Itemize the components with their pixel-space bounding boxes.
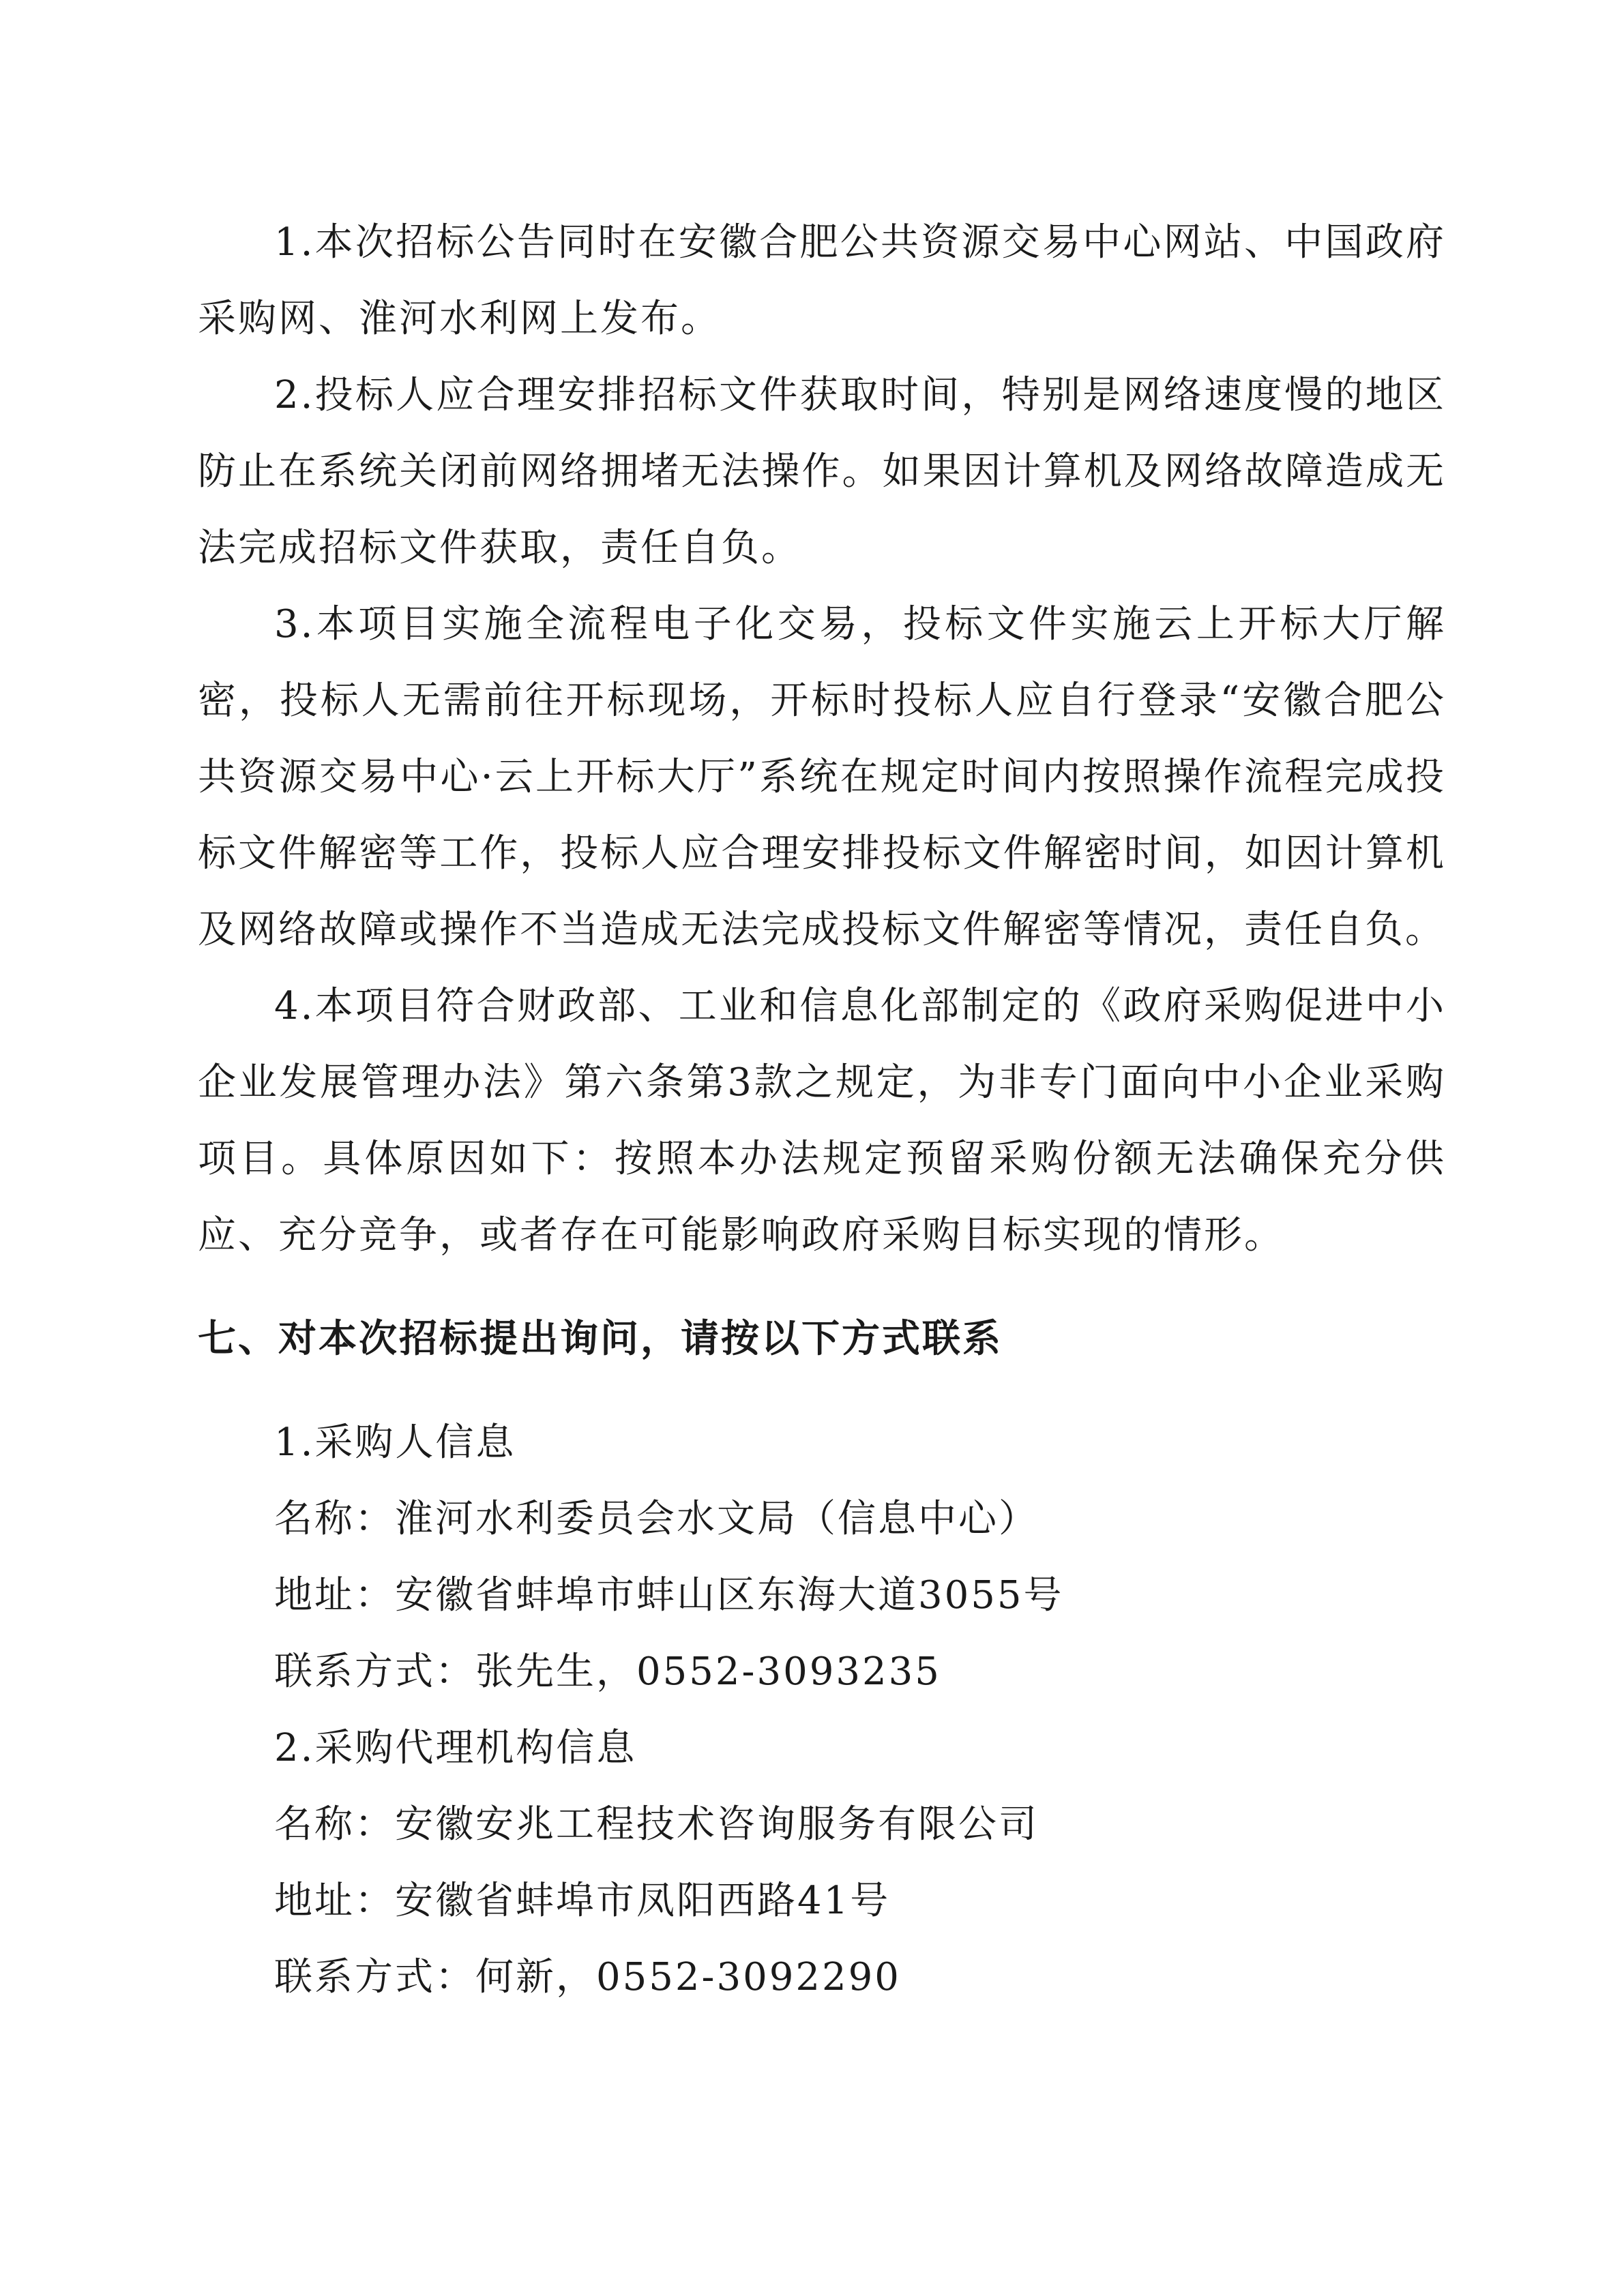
note-paragraph-1: 1.本次招标公告同时在安徽合肥公共资源交易中心网站、中国政府采购网、淮河水利网上发布。: [198, 220, 1446, 341]
purchaser-address: 地址：安徽省蚌埠市蚌山区东海大道3055号: [274, 1573, 1064, 1617]
note-paragraph-3: 3.本项目实施全流程电子化交易，投标文件实施云上开标大厅解密，投标人无需前往开标现场，开标时投标人应自行登录“安徽合肥公共资源交易中心·云上开标大厅”系统在规定时间内按照操作流程完成投标文件解密等工作，投标人应合理安排投标文件解密时间，如因计算机及网络故障或操作不当造成无法完成投标文件解密等情况，责任自负。: [198, 602, 1446, 952]
agency-name: 名称：安徽安兆工程技术咨询服务有限公司: [274, 1802, 1039, 1847]
document-content: [198, 205, 1446, 2016]
purchaser-contact: 联系方式：张先生，0552-3093235: [274, 1650, 941, 1694]
note-paragraph-4: 4.本项目符合财政部、工业和信息化部制定的《政府采购促进中小企业发展管理办法》第六条第3款之规定，为非专门面向中小企业采购项目。具体原因如下：按照本办法规定预留采购份额无法确保充分供应、充分竞争，或者存在可能影响政府采购目标实现的情形。: [198, 984, 1446, 1257]
purchaser-name: 名称：淮河水利委员会水文局（信息中心）: [274, 1497, 1039, 1541]
purchaser-title: 1.采购人信息: [274, 1420, 516, 1465]
note-paragraph-2: 2.投标人应合理安排招标文件获取时间，特别是网络速度慢的地区防止在系统关闭前网络拥堵无法操作。如果因计算机及网络故障造成无法完成招标文件获取，责任自负。: [198, 373, 1446, 570]
section-heading: 七、对本次招标提出询问，请按以下方式联系: [198, 1317, 1003, 1361]
agency-contact: 联系方式：何新，0552-3092290: [274, 1955, 901, 1999]
agency-title: 2.采购代理机构信息: [274, 1726, 637, 1770]
agency-address: 地址：安徽省蚌埠市凤阳西路41号: [274, 1879, 891, 1923]
